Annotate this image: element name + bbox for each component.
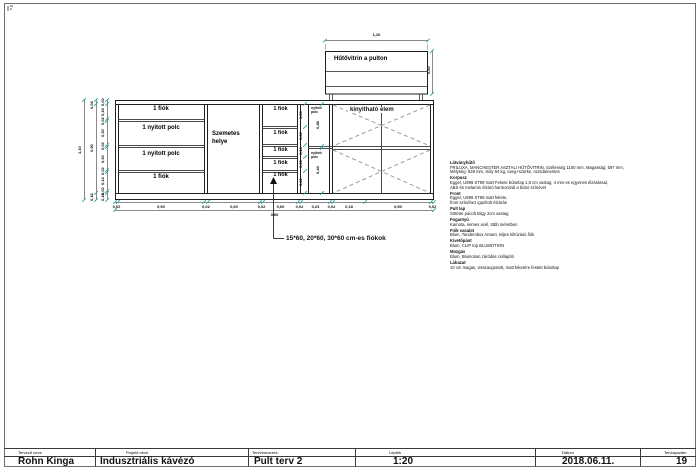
total-height-dim: 1,10 bbox=[76, 146, 82, 154]
footer-project-label: Projekt neve bbox=[126, 450, 149, 455]
height-chain-dim: 0,02 bbox=[99, 187, 105, 195]
footer-designer-label: Tervező neve bbox=[18, 450, 42, 455]
open-shelf-bottom-label2: polc bbox=[311, 155, 319, 159]
bottom-chain-dim: 0,50 bbox=[394, 203, 402, 209]
corner-mark bbox=[8, 6, 13, 11]
spec-line: 10 cm magas, visszaugratott, matt feketére festett bútorlap bbox=[450, 264, 559, 270]
height-group-dim: 0,04 bbox=[88, 101, 94, 109]
open-shelf-bottom-label1: nyitott bbox=[311, 151, 322, 155]
footer-planname-label: Tervelnevezés bbox=[252, 450, 278, 455]
drawer-row-label: 1 fiók bbox=[273, 147, 288, 153]
footer-planname-value: Pult terv 2 bbox=[254, 456, 303, 467]
bottom-chain-dim: 0,60 bbox=[276, 203, 285, 209]
spec-line: Kivetőpánt bbox=[450, 238, 472, 244]
vitrine-height-dim: 0,60 bbox=[426, 65, 431, 74]
spec-line: Lábazat bbox=[450, 260, 466, 266]
spec-line: Sötétre pácolt tölgy 2cm vastag bbox=[450, 210, 509, 216]
bottom-chain-dim: 0,18 bbox=[345, 203, 353, 209]
footer-sheetnum-value: 19 bbox=[676, 456, 688, 467]
open-shelf-top-dim: 0,48 bbox=[314, 121, 320, 129]
height-chain-dim: 0,15 bbox=[99, 108, 105, 116]
spec-line: Látványhűtő bbox=[450, 160, 475, 165]
bottom-chain-dim: 0,02 bbox=[202, 203, 210, 209]
spec-line: Korpusz bbox=[450, 175, 467, 181]
left-row-label: 1 nyitott polc bbox=[142, 125, 180, 131]
spec-line: Blum, Blumotion záródás csillapító bbox=[450, 253, 515, 259]
height-group-dim: 0,90 bbox=[88, 144, 94, 152]
height-chain-dim: 0,02 bbox=[99, 142, 105, 150]
bottom-chain-dim: 0,02 bbox=[428, 203, 437, 209]
drawer-row-dim: 0,22 bbox=[297, 178, 303, 186]
height-chain-dim: 0,30 bbox=[99, 154, 105, 163]
spec-line: front színéhez igazított élzárás bbox=[450, 199, 507, 205]
height-chain-dim: 0,16 bbox=[99, 193, 105, 201]
doors-label: kinyitható elem bbox=[350, 107, 394, 113]
footer-date-value: 2018.06.11. bbox=[562, 456, 615, 467]
bottom-chain-dim: 0,02 bbox=[295, 203, 304, 209]
spec-line: Fiók vasalat bbox=[450, 227, 474, 233]
spec-line: Egger, U999 ST89 matt fekete, bbox=[450, 195, 508, 201]
total-width-dim: 3,60 bbox=[270, 211, 279, 217]
drawer-row-dim: 0,16 bbox=[297, 147, 303, 155]
spec-block bbox=[450, 161, 680, 270]
spec-line: Kamota, nemes acél, több méretben bbox=[450, 221, 518, 227]
height-chain-dim: 0,02 bbox=[99, 116, 105, 125]
trash-label-line2: helye bbox=[212, 139, 228, 145]
bottom-chain-dim: 0,02 bbox=[257, 203, 266, 209]
drawer-row-label: 1 fiók bbox=[273, 106, 288, 112]
drawer-row-label: 1 fiók bbox=[273, 172, 288, 178]
footer-project-value: Indusztriális kávézó bbox=[100, 456, 195, 467]
spec-line: Blum, Tandembox Antaro, teljes kihúzású fiók bbox=[450, 232, 535, 238]
bottom-chain-dim: 0,90 bbox=[157, 203, 165, 209]
open-shelf-bottom-dim: 0,44 bbox=[314, 166, 320, 174]
bottom-chain-dim: 0,23 bbox=[311, 203, 320, 209]
open-shelf-top-label1: nyitott bbox=[311, 106, 322, 110]
vitrine-width-dim: 1,10 bbox=[372, 32, 381, 37]
spec-line: Pult lap bbox=[450, 206, 466, 212]
height-chain-dim: 0,02 bbox=[99, 98, 105, 106]
spec-line: Mozgás bbox=[450, 249, 466, 255]
height-chain-dim: 0,14 bbox=[99, 177, 105, 185]
left-row-label: 1 nyitott polc bbox=[142, 151, 180, 157]
drawer-row-dim: 0,30 bbox=[297, 111, 303, 119]
spec-line: ABS és melamin élzáró harmonizál a bútor színével bbox=[450, 184, 546, 190]
drawer-row-label: 1 fiók bbox=[273, 160, 288, 166]
height-chain-dim: 0,30 bbox=[99, 129, 105, 137]
spec-line: Egger, U999 ST89 matt Fekete bútorlap 1,8 cm vastag, 4 mm-es egyenes élzárással, bbox=[450, 179, 609, 185]
drawer-row-dim: 0,15 bbox=[297, 160, 303, 168]
footer-designer-value: Rohn Kinga bbox=[18, 456, 75, 467]
footer-scale-value: 1:20 bbox=[393, 456, 414, 467]
bottom-chain-dim: 0,02 bbox=[327, 203, 336, 209]
spec-line: Blum, CLIP top BLUMOTION bbox=[450, 243, 505, 249]
footer-scale-label: Lépték bbox=[389, 450, 402, 455]
drawer-size-note: 15*60, 20*60, 30*60 cm-es fiókok bbox=[286, 234, 386, 242]
spec-line: Fogantyú bbox=[450, 216, 469, 222]
height-group-dim: 0,16 bbox=[88, 192, 94, 201]
vitrine-label: Hűtővitrin a pulton bbox=[334, 56, 388, 62]
drawer-row-dim: 0,30 bbox=[297, 132, 303, 140]
footer-date-label: Dátum bbox=[562, 450, 574, 455]
spec-line: FRILUXA, MANCHESTER ASZTALI HŰTŐVITRIN, Szélesség 1100 mm, Magasság: 597 mm, bbox=[450, 164, 624, 170]
spec-line: Mélység: 628 mm, Súly 94 kg, üveg+szürke, rozsdamentes bbox=[450, 169, 560, 175]
footer-sheetnum-label: Tervlapszám bbox=[664, 450, 687, 455]
spec-line: Front bbox=[450, 190, 461, 196]
drawer-row-label: 1 fiók bbox=[273, 130, 288, 136]
bottom-chain-dim: 0,60 bbox=[230, 203, 238, 209]
height-chain-dim: 0,02 bbox=[99, 167, 105, 175]
bottom-chain-dim: 0,02 bbox=[112, 203, 121, 209]
left-row-label: 1 fiók bbox=[153, 106, 169, 112]
open-shelf-top-label2: polc bbox=[311, 110, 319, 114]
trash-label-line1: Szemetes bbox=[212, 131, 240, 137]
left-row-label: 1 fiók bbox=[153, 174, 169, 180]
